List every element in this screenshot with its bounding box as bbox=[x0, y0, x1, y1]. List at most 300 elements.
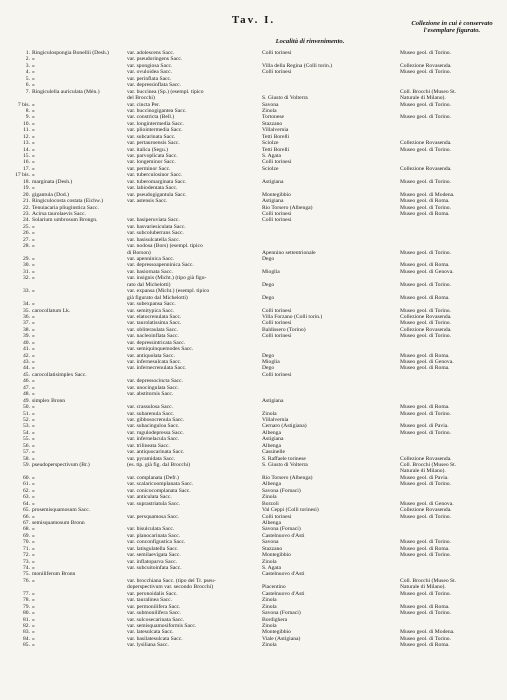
locality: Mioglia bbox=[262, 268, 280, 275]
variety-name: var. rugulodepressa Sacc. bbox=[127, 429, 184, 436]
row-number: 50. bbox=[23, 404, 30, 411]
collection: Museo geol. di Roma. bbox=[400, 262, 450, 269]
row-number: 47. bbox=[23, 384, 30, 391]
variety-name: var. astensis Sacc. bbox=[127, 198, 168, 205]
variety-name: var. infernecrenulata Sacc. bbox=[127, 365, 187, 372]
collection: Collezione Rovasenda. bbox=[400, 326, 452, 333]
localities-header: Località di rinvenimento. bbox=[275, 38, 345, 45]
variety-name: var. obliteraulata Sacc. bbox=[127, 326, 178, 333]
row-number: 63. bbox=[23, 494, 30, 501]
genus-name: » bbox=[32, 442, 35, 449]
locality: Astigiana bbox=[262, 436, 284, 443]
variety-name: var. semitypica Sacc. bbox=[127, 307, 175, 314]
locality: Cernaro (Astigiana) bbox=[262, 423, 307, 430]
row-number: 18. bbox=[23, 178, 30, 185]
page-title: Tav. I. bbox=[231, 14, 276, 26]
collection: Museo geol. di Roma. bbox=[400, 603, 450, 610]
variety-name: var. ovuloidea Sacc. bbox=[127, 69, 173, 76]
row-number: 78. bbox=[23, 597, 30, 604]
genus-name: » bbox=[32, 429, 35, 436]
row-number: 73. bbox=[23, 558, 30, 565]
row-number: 20. bbox=[23, 191, 30, 198]
row-number: 34. bbox=[23, 301, 30, 308]
collection: Museo geol. di Torino. bbox=[400, 320, 451, 327]
locality: Zinola bbox=[262, 410, 277, 417]
locality: Colli torinesi bbox=[262, 69, 292, 76]
locality: Borzoli bbox=[262, 500, 279, 507]
variety-name: var. basilatesulcata Sacc. bbox=[127, 635, 183, 642]
genus-name: semisquamosum Bronn bbox=[32, 519, 85, 526]
variety-name: var. planocarinata Sacc. bbox=[127, 532, 181, 539]
genus-name: » bbox=[32, 140, 35, 147]
row-number: 35. bbox=[23, 307, 30, 314]
genus-name: Solarium umbrosum Brongn. bbox=[32, 217, 98, 224]
collection: Museo geol. di Torino. bbox=[400, 114, 451, 121]
variety-name: var. persquamosa Sacc. bbox=[127, 513, 180, 520]
variety-name: var. longeminor Sacc. bbox=[127, 159, 176, 166]
genus-name: » bbox=[32, 513, 35, 520]
locality: Rio Torsero (Albenga) bbox=[262, 474, 313, 481]
collection: Museo geol. di Torino. bbox=[400, 69, 451, 76]
locality: Cassinelle bbox=[262, 449, 285, 456]
locality: Castelnuovo d'Asti bbox=[262, 571, 305, 578]
genus-name: » bbox=[32, 127, 35, 134]
locality: Savona (Fornaci) bbox=[262, 487, 301, 494]
locality: Colli torinesi bbox=[262, 210, 292, 217]
collection: Museo geol. di Torino. bbox=[400, 204, 451, 211]
row-number: 3. bbox=[25, 62, 30, 69]
row-number: 82. bbox=[23, 622, 30, 629]
row-number: 72. bbox=[23, 552, 30, 559]
locality: Astigiana bbox=[262, 198, 284, 205]
locality: Zinola bbox=[262, 597, 277, 604]
genus-name: » bbox=[32, 558, 35, 565]
genus-name: » bbox=[32, 423, 35, 430]
genus-name: » bbox=[32, 230, 35, 237]
genus-name: » bbox=[32, 223, 35, 230]
collection: Naturale di Milano). bbox=[400, 95, 446, 102]
variety-name: var. insignis (Micht.) (tipo già figu- bbox=[127, 275, 207, 282]
genus-name: » bbox=[32, 101, 35, 108]
row-number: 54. bbox=[23, 429, 30, 436]
collection: Museo geol. di Modena. bbox=[400, 191, 455, 198]
genus-name: simplex Bronn bbox=[32, 397, 66, 404]
collection: Museo geol. di Torino. bbox=[400, 101, 451, 108]
row-number: 49. bbox=[23, 397, 30, 404]
row-number: 43. bbox=[23, 359, 30, 365]
row-number: 36. bbox=[23, 313, 30, 320]
locality: Albenga bbox=[262, 429, 281, 436]
collection: Museo geol. di Torino. bbox=[400, 590, 451, 597]
genus-name: » bbox=[32, 185, 35, 192]
locality: Villalvernia bbox=[262, 127, 289, 134]
row-number: 44. bbox=[23, 365, 30, 372]
genus-name: pseudoperspectivum (Br.) bbox=[32, 462, 90, 468]
variety-name: var. abstitornis Sacc. bbox=[127, 391, 174, 398]
variety-name: var. semiquinquemodes Sacc. bbox=[127, 346, 194, 353]
row-number: 12. bbox=[23, 133, 30, 140]
row-number: 16. bbox=[23, 159, 30, 166]
variety-name: var. pseudoringens Sacc. bbox=[127, 56, 183, 63]
row-number: 7. bbox=[25, 88, 30, 95]
row-number: 26. bbox=[23, 230, 30, 237]
row-number: 68. bbox=[23, 526, 30, 533]
row-number: 11. bbox=[23, 127, 30, 134]
variety-name: var. tuberculosinor Sacc. bbox=[127, 172, 183, 179]
variety-name: var. permonilifera Sacc. bbox=[127, 603, 181, 610]
genus-name: » bbox=[32, 82, 35, 89]
genus-name: » bbox=[32, 69, 35, 76]
row-number: 58. bbox=[23, 455, 30, 462]
row-number: 17. bbox=[23, 165, 30, 172]
variety-name: var. taurolatissima Sacc. bbox=[127, 320, 182, 327]
genus-name: » bbox=[32, 339, 35, 346]
species-table bbox=[0, 50, 507, 649]
collection: Museo geol. di Roma. bbox=[400, 404, 450, 411]
row-number: 56. bbox=[23, 442, 30, 449]
locality: Tetti Borelli bbox=[262, 146, 290, 153]
locality: Colli torinesi bbox=[262, 333, 292, 340]
variety-name: var. unocingulata Sacc. bbox=[127, 384, 179, 391]
variety-name: var. complanata (Defr.) bbox=[127, 474, 179, 481]
genus-name: » bbox=[32, 114, 35, 121]
genus-name: » bbox=[32, 622, 35, 629]
locality: Villa della Regina (Colli torin.) bbox=[262, 62, 333, 69]
variety-name: var. elatocrenulata Sacc. bbox=[127, 313, 182, 320]
variety-name: var. expansa (Micht.) (esempl. tipico bbox=[127, 288, 210, 295]
genus-name: » bbox=[32, 159, 35, 166]
row-number: 24. bbox=[23, 217, 30, 224]
variety-name: var. inflatoparva Sacc. bbox=[127, 558, 178, 565]
collection: Collezione Rovasenda. bbox=[400, 507, 452, 514]
variety-name: var. peronoidalis Sacc. bbox=[127, 590, 178, 597]
genus-name: » bbox=[32, 333, 35, 340]
locality: Val Ceppi (Colli torinesi) bbox=[262, 507, 319, 514]
row-number: 59. bbox=[23, 462, 30, 468]
locality: Dego bbox=[262, 365, 275, 372]
genus-name: » bbox=[32, 236, 35, 243]
genus-name: » bbox=[32, 365, 35, 372]
variety-name: doperspectivum var. secondo Brocchi) bbox=[127, 584, 214, 591]
collection: Museo geol. di Roma. bbox=[400, 642, 450, 649]
genus-name: » bbox=[32, 172, 35, 179]
locality: Villalvernia bbox=[262, 416, 289, 423]
variety-name: var. adolescens Sacc. bbox=[127, 50, 175, 56]
locality: Astigiana bbox=[262, 178, 284, 185]
row-number: 21. bbox=[23, 198, 30, 205]
genus-name: » bbox=[32, 275, 35, 282]
locality: Montegibbio bbox=[262, 191, 291, 198]
row-number: 9. bbox=[25, 114, 30, 121]
row-number: 57. bbox=[23, 449, 30, 456]
genus-name: » bbox=[32, 487, 35, 494]
variety-name: var. tauralinea Sacc. bbox=[127, 597, 173, 604]
variety-name: var. semisquamosiformis Sacc. bbox=[127, 622, 197, 629]
genus-name: Ringiculella auriculata (Mén.) bbox=[32, 88, 100, 95]
variety-name: var. pliointermedia Sacc. bbox=[127, 127, 183, 134]
locality: Colli torinesi bbox=[262, 217, 292, 224]
row-number: 5. bbox=[25, 75, 30, 82]
genus-name: » bbox=[32, 539, 35, 546]
variety-name: var. basiperuviata Sacc. bbox=[127, 217, 180, 224]
genus-name: » bbox=[32, 635, 35, 642]
locality: Dego bbox=[262, 281, 275, 288]
collection: Museo geol. di Genova. bbox=[400, 359, 454, 365]
locality: Savona bbox=[262, 539, 279, 546]
collection: Museo geol. di Torino. bbox=[400, 552, 451, 559]
collection: Museo geol. di Roma. bbox=[400, 352, 450, 359]
collection: Museo geol. di Torino. bbox=[400, 610, 451, 617]
collection: Museo geol. di Genova. bbox=[400, 268, 454, 275]
variety-name: var. pyramidata Sacc. bbox=[127, 455, 176, 462]
collection-header: Collezione in cui è conservato l'esemplare figurato. bbox=[411, 20, 493, 34]
genus-name: » bbox=[32, 545, 35, 552]
collection: Museo geol. di Torino. bbox=[400, 635, 451, 642]
row-number: 13. bbox=[23, 140, 30, 147]
row-number: 66. bbox=[23, 513, 30, 520]
collection: Museo geol. di Pavia. bbox=[400, 423, 449, 430]
row-number: 81. bbox=[23, 616, 30, 623]
locality: Tetti Borelli bbox=[262, 133, 290, 140]
collection: Coll. Brocchi (Museo St. bbox=[400, 577, 457, 584]
variety-name: var. depressocincta Sacc. bbox=[127, 378, 183, 385]
variety-name: var. lysiliana Sacc. bbox=[127, 642, 169, 649]
locality: Baldissero (Torino) bbox=[262, 326, 306, 333]
locality: Montegibbio bbox=[262, 552, 291, 559]
row-number: 37. bbox=[23, 320, 30, 327]
row-number: 51. bbox=[23, 410, 30, 417]
row-number: 76. bbox=[23, 577, 30, 584]
collection: Museo geol. di Modena. bbox=[400, 629, 455, 636]
variety-name: var. tuberomarginata Sacc. bbox=[127, 178, 187, 185]
row-number: 23. bbox=[23, 210, 30, 217]
locality: Savona bbox=[262, 101, 279, 108]
row-number: 27. bbox=[23, 236, 30, 243]
locality: Dego bbox=[262, 294, 275, 301]
genus-name: » bbox=[32, 120, 35, 127]
collection: Naturale di Milano). bbox=[400, 584, 446, 591]
row-number: 31. bbox=[23, 268, 30, 275]
variety-name: var. nacleoinflata Sacc. bbox=[127, 333, 179, 340]
row-number: 67. bbox=[23, 519, 30, 526]
collection: Museo geol. di Roma. bbox=[400, 210, 450, 217]
variety-name: var. constricta (Bell.) bbox=[127, 114, 175, 121]
genus-name: » bbox=[32, 107, 35, 114]
collection: Museo geol. di Torino. bbox=[400, 429, 451, 436]
locality: Villa Forzano (Colli torin.) bbox=[262, 313, 323, 320]
collection: Naturale di Milano). bbox=[400, 468, 446, 475]
row-number: 14. bbox=[23, 146, 30, 153]
table-row bbox=[0, 642, 507, 648]
row-number: 39. bbox=[23, 333, 30, 340]
genus-name: » bbox=[32, 577, 35, 584]
collection: Coll. Brocchi (Museo St. bbox=[400, 88, 457, 95]
locality: Colli torinesi bbox=[262, 320, 292, 327]
collection: Museo geol. di Torino. bbox=[400, 481, 451, 488]
variety-name: rato dal Michelotti) bbox=[127, 281, 171, 288]
genus-name: » bbox=[32, 165, 35, 172]
locality: S. Giusto di Volterra bbox=[262, 95, 308, 102]
collection: Museo geol. di Torino. bbox=[400, 146, 451, 153]
variety-name: var. infernelacula Sacc. bbox=[127, 436, 180, 443]
row-number: 41. bbox=[23, 346, 30, 353]
genus-name: » bbox=[32, 404, 35, 411]
variety-name: var. conicocomplanata Sacc. bbox=[127, 487, 191, 494]
locality: Albenga bbox=[262, 481, 281, 488]
row-number: 80. bbox=[23, 610, 30, 617]
genus-name: » bbox=[32, 288, 35, 295]
genus-name: » bbox=[32, 474, 35, 481]
variety-name: var. basvariesiculata Sacc. bbox=[127, 223, 186, 230]
locality: Colli torinesi bbox=[262, 50, 292, 56]
locality: Zinola bbox=[262, 603, 277, 610]
genus-name: » bbox=[32, 256, 35, 262]
genus-name: » bbox=[32, 384, 35, 391]
variety-name: var. depressintricata Sacc. bbox=[127, 339, 186, 346]
row-number: 10. bbox=[23, 120, 30, 127]
row-number: 61. bbox=[23, 481, 30, 488]
locality: Stazzano bbox=[262, 120, 283, 127]
locality: Dego bbox=[262, 256, 275, 262]
row-number: 17 bis. bbox=[15, 172, 30, 179]
locality: Zinola bbox=[262, 642, 277, 649]
locality: Montegibbio bbox=[262, 629, 291, 636]
variety-name: var. suprastriatula Sacc. bbox=[127, 500, 181, 507]
locality: S. Agata bbox=[262, 565, 281, 571]
collection: Museo geol. di Torino. bbox=[400, 539, 451, 546]
locality: Albenga bbox=[262, 442, 281, 449]
row-number: 30. bbox=[23, 262, 30, 269]
row-number: 15. bbox=[23, 153, 30, 159]
collection: Museo geol. di Torino. bbox=[400, 249, 451, 256]
locality: Tortonese bbox=[262, 114, 284, 121]
locality: Zinola bbox=[262, 107, 277, 114]
locality: Mioglia bbox=[262, 359, 280, 365]
genus-name: » bbox=[32, 610, 35, 617]
variety-name: var. subarenula Sacc. bbox=[127, 410, 175, 417]
genus-name: » bbox=[32, 500, 35, 507]
collection: Museo geol. di Roma. bbox=[400, 198, 450, 205]
genus-name: » bbox=[32, 526, 35, 533]
variety-name: var. basisulcatella Sacc. bbox=[127, 236, 181, 243]
genus-name: » bbox=[32, 391, 35, 398]
row-number: 65. bbox=[23, 507, 30, 514]
row-number: 33. bbox=[23, 288, 30, 295]
variety-name: var. italica (Segu.) bbox=[127, 146, 169, 153]
collection: Museo geol. di Roma. bbox=[400, 294, 450, 301]
genus-name: » bbox=[32, 313, 35, 320]
genus-name: » bbox=[32, 590, 35, 597]
variety-name: del Brocchi) bbox=[127, 95, 155, 102]
variety-name: var. cincta Per. bbox=[127, 101, 160, 108]
variety-name: var. labiodentata Sacc. bbox=[127, 185, 178, 192]
genus-name: » bbox=[32, 56, 35, 63]
locality: Castelnuovo d'Asti bbox=[262, 590, 305, 597]
row-number: 22. bbox=[23, 204, 30, 211]
row-number: 7 bis. bbox=[17, 101, 30, 108]
variety-name: var. latesulcata Sacc. bbox=[127, 629, 174, 636]
variety-name: var. depressinflata Sacc. bbox=[127, 82, 182, 89]
row-number: 64. bbox=[23, 500, 30, 507]
locality: Colli torinesi bbox=[262, 307, 292, 314]
locality: Apennino settentrionale bbox=[262, 249, 316, 256]
locality: Sciolze bbox=[262, 165, 279, 172]
variety-name: var. brocchiana Sacc. (tipo del Tr. pseu- bbox=[127, 577, 216, 584]
row-number: 74. bbox=[23, 565, 30, 571]
variety-name: var. apenninica Sacc. bbox=[127, 256, 175, 262]
collection: Museo geol. di Torino. bbox=[400, 50, 451, 56]
genus-name: » bbox=[32, 352, 35, 359]
variety-name: var. parvoplicata Sacc. bbox=[127, 153, 178, 159]
collection: Museo geol. di Roma. bbox=[400, 365, 450, 372]
row-number: 55. bbox=[23, 436, 30, 443]
variety-name: var. bisulculata Sacc. bbox=[127, 526, 175, 533]
row-number: 19. bbox=[23, 185, 30, 192]
genus-name: » bbox=[32, 532, 35, 539]
row-number: 77. bbox=[23, 590, 30, 597]
genus-name: Acirsa taurolaevis Sacc. bbox=[32, 210, 86, 217]
locality: Colli torinesi bbox=[262, 513, 292, 520]
variety-name: var. scalaricoomplanata Sacc. bbox=[127, 481, 194, 488]
row-number: 8. bbox=[25, 107, 30, 114]
locality: Astigiana bbox=[262, 397, 284, 404]
genus-name: » bbox=[32, 416, 35, 423]
locality: Bordighera bbox=[262, 616, 288, 623]
variety-name: var. depressoapenninica Sacc. bbox=[127, 262, 194, 269]
row-number: 42. bbox=[23, 352, 30, 359]
genus-name: » bbox=[32, 449, 35, 456]
row-number: 85. bbox=[23, 642, 30, 649]
genus-name: » bbox=[32, 301, 35, 308]
collection: Museo geol. di Torino. bbox=[400, 178, 451, 185]
genus-name: » bbox=[32, 494, 35, 501]
row-number: 52. bbox=[23, 416, 30, 423]
genus-name: » bbox=[32, 565, 35, 571]
row-number: 75. bbox=[23, 571, 30, 578]
variety-name: var. subexpansa Sacc. bbox=[127, 301, 176, 308]
collection: Coll. Brocchi (Museo St. bbox=[400, 462, 457, 468]
genus-name: » bbox=[32, 436, 35, 443]
variety-name: var. antiquolata Sacc. bbox=[127, 352, 175, 359]
genus-name: » bbox=[32, 481, 35, 488]
locality: Zinola bbox=[262, 558, 277, 565]
row-number: 53. bbox=[23, 423, 30, 430]
locality: Rio Torsero (Albenga) bbox=[262, 204, 313, 211]
row-number: 62. bbox=[23, 487, 30, 494]
row-number: 60. bbox=[23, 474, 30, 481]
genus-name: » bbox=[32, 320, 35, 327]
variety-name: var. buccinea (Sp.) (esempl. tipico bbox=[127, 88, 204, 95]
variety-name: var. perinflata Sacc. bbox=[127, 75, 172, 82]
row-number: 4. bbox=[25, 69, 30, 76]
variety-name: var. longintermedia Sacc. bbox=[127, 120, 184, 127]
genus-name: » bbox=[32, 62, 35, 69]
collection: Museo geol. di Genova. bbox=[400, 500, 454, 507]
locality: Dego bbox=[262, 352, 275, 359]
row-number: 46. bbox=[23, 378, 30, 385]
collection: Museo geol. di Torino. bbox=[400, 307, 451, 314]
row-number: 38. bbox=[23, 326, 30, 333]
genus-name: » bbox=[32, 262, 35, 269]
genus-name: » bbox=[32, 133, 35, 140]
genus-name: » bbox=[32, 455, 35, 462]
genus-name: carocollatisimplex Sacc. bbox=[32, 371, 87, 378]
collection: Museo geol. di Torino. bbox=[400, 410, 451, 417]
row-number: 69. bbox=[23, 532, 30, 539]
genus-name: » bbox=[32, 410, 35, 417]
genus-name: » bbox=[32, 378, 35, 385]
variety-name: var. subcoluberrans Sacc. bbox=[127, 230, 184, 237]
